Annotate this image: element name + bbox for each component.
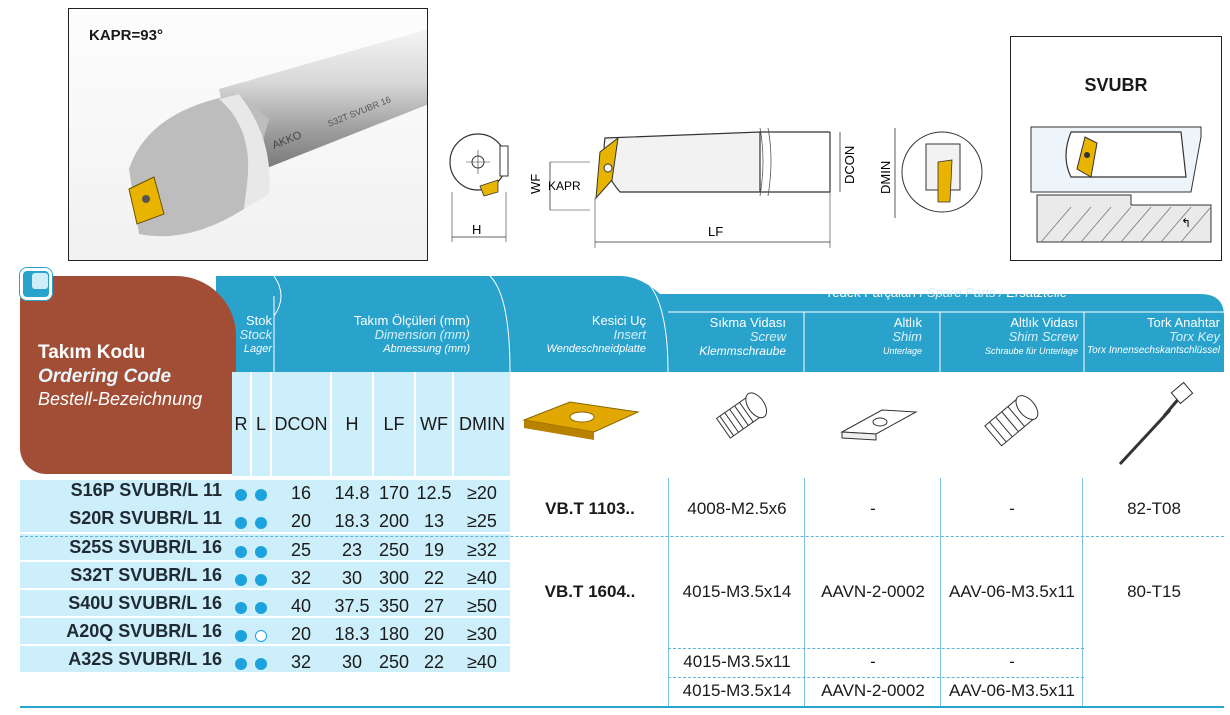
product-photo [68,8,428,261]
torx-key-icon [1084,372,1224,476]
table-row-code: S20R SVUBR/L 11 [69,508,222,528]
stock-dot-r [235,602,247,614]
col-dmin: DMIN [454,372,510,476]
stock-dot-l [255,658,267,670]
table-row-code: A20Q SVUBR/L 16 [66,621,222,641]
stock-dot-l [255,574,267,586]
shim-screw-group1: - [1009,499,1015,518]
ordering-code-header [20,276,236,474]
technical-drawing [440,110,1000,250]
stock-dot-l [255,489,267,501]
dim-kapr: KAPR [548,179,581,193]
svubr-drawing [1011,37,1223,262]
torx-key-group1: 82-T08 [1127,499,1181,518]
torx-key-header: Tork Anahtar Torx Key Torx Innensechskantschlüssel [1086,315,1220,356]
dim-h: H [472,222,482,237]
stock-dot-l [255,517,267,529]
code-header-tr: Takım Kodu [38,342,146,363]
dim-lf: LF [708,224,724,239]
stock-dot-l [255,546,267,558]
stock-dot-l-empty [255,630,267,642]
shim-screw-header: Altlık Vidası Shim Screw Schraube für Unterlage [984,315,1078,356]
shim-screw-group4: AAV-06-M3.5x11 [949,681,1075,700]
stock-dot-r [235,630,247,642]
code-header-de: Bestell-Bezeichnung [38,389,203,409]
col-h: H [332,372,372,476]
stock-dot-r [235,489,247,501]
code-header-en: Ordering Code [38,366,172,387]
shim-screw-group2: AAV-06-M3.5x11 [949,582,1075,601]
shim-group3: - [870,652,876,671]
shank-marking: S32T SVUBR 16 [326,94,393,129]
shim-screw-group3: - [1009,652,1015,671]
boring-bar-photo [69,9,428,261]
col-dcon: DCON [272,372,330,476]
col-r: R [232,372,250,476]
svg-text:↰: ↰ [1181,216,1192,230]
shim-group2: AAVN-2-0002 [821,582,925,601]
screw-header: Sıkma Vidası Screw Klemmschraube [699,315,786,358]
stock-header: Stok Stock Lager [239,313,272,355]
table-row-code: S32T SVUBR/L 16 [70,565,222,585]
insert-code-group2: VB.T 1604.. [544,582,636,601]
dim-wf: WF [528,173,543,194]
table-row-code: S16P SVUBR/L 11 [70,480,222,500]
screw-group3: 4015-M3.5x11 [683,652,791,671]
stock-dot-r [235,658,247,670]
table-row-code: S40U SVUBR/L 16 [68,593,222,613]
screw-icon [670,372,804,476]
shim-header: Altlık Shim Unterlage [882,315,922,356]
shim-group1: - [870,499,876,518]
torx-key-group2: 80-T15 [1127,582,1181,601]
svubr-title: SVUBR [1084,75,1148,95]
product-marking: AKKO [270,129,304,152]
col-wf: WF [416,372,452,476]
screw-group4: 4015-M3.5x14 [682,681,792,700]
stock-dot-r [235,517,247,529]
insert-header: Kesici Uç Insert Wendeschneidplatte [546,313,646,355]
stock-dot-r [235,546,247,558]
stock-dot-l [255,602,267,614]
table-row-code: S25S SVUBR/L 16 [69,537,222,557]
shim-screw-icon [942,372,1082,476]
insert-image [512,372,668,476]
stock-dot-r [235,574,247,586]
table-row-code: A32S SVUBR/L 16 [68,649,222,669]
shim-icon [806,372,940,476]
dimension-header: Takım Ölçüleri (mm) Dimension (mm) Abmessung (mm) [353,313,470,355]
shim-group4: AAVN-2-0002 [821,681,925,700]
svubr-schematic [1010,36,1222,261]
screw-group1: 4008-M2.5x6 [687,499,787,518]
col-lf: LF [374,372,414,476]
spare-parts-header: Yedek Parçaları / Spare Parts / Ersatzteile [824,285,1068,300]
section-icon [20,268,52,300]
screw-group2: 4015-M3.5x14 [682,582,792,601]
col-l: L [252,372,270,476]
kapr-label: KAPR=93° [89,27,163,44]
dim-dcon: DCON [842,145,857,184]
dim-dmin: DMIN [878,160,893,194]
insert-code-group1: VB.T 1103.. [545,499,635,518]
